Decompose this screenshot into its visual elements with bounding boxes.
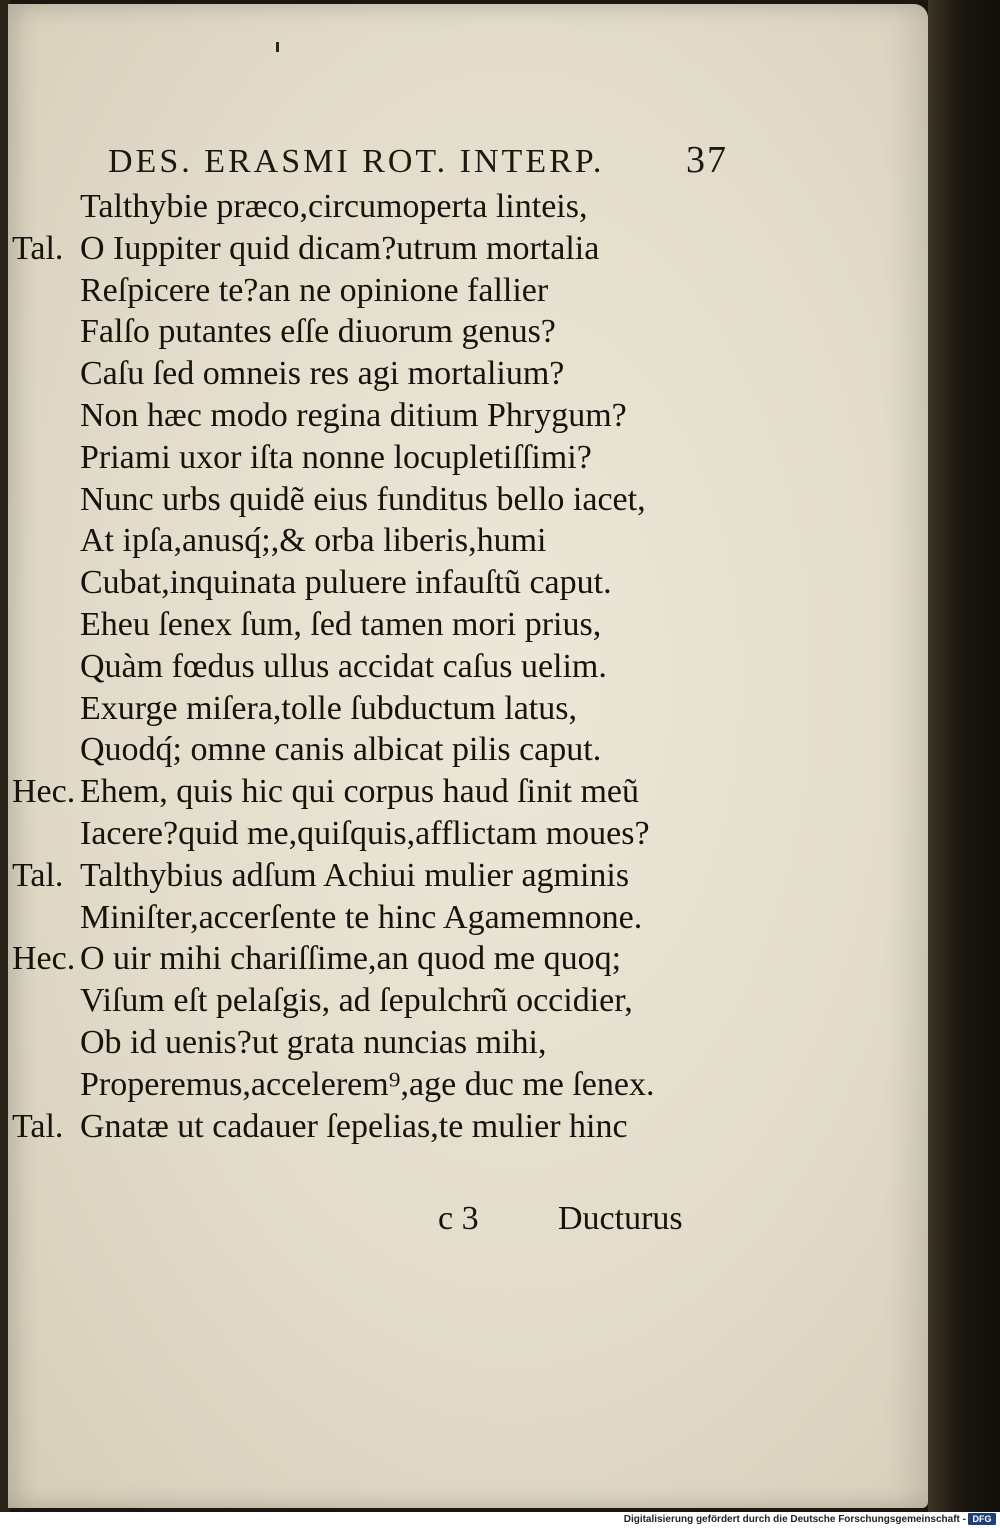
verse-line [8, 855, 928, 897]
verse-text: Quàm fœdus ullus accidat caſus uelim. [80, 647, 607, 685]
verse-line [8, 897, 928, 939]
running-title: DES. ERASMI ROT. INTERP. [108, 143, 605, 180]
verse-line [8, 1022, 928, 1064]
verse-line [8, 395, 928, 437]
verse-text-block [8, 186, 928, 1147]
verse-line [8, 813, 928, 855]
verse-text: O Iuppiter quid dicam?utrum mortalia [80, 229, 600, 267]
verse-text: Iacere?quid me,quiſquis,afflictam moues? [80, 814, 650, 852]
verse-text: Quodq́; omne canis albicat pilis caput. [80, 731, 602, 769]
verse-line [8, 1106, 928, 1148]
verse-text: At ipſa,anusq́;,& orba liberis,humi [80, 522, 547, 560]
verse-line [8, 729, 928, 771]
verse-text: Talthybius adſum Achiui mulier agminis [80, 856, 630, 894]
verse-text: Properemus,accelerem⁹,age duc me ſenex. [80, 1065, 655, 1103]
verse-line [8, 980, 928, 1022]
speaker-label: Hec. [12, 940, 76, 978]
verse-line [8, 604, 928, 646]
catchline [438, 1200, 728, 1238]
verse-line [8, 228, 928, 270]
verse-text: Miniſter,accerſente te hinc Agamemnone. [80, 898, 643, 936]
verse-text: O uir mihi chariſſime,an quod me quoq; [80, 940, 622, 978]
verse-text: Nunc urbs quidẽ eius funditus bello iacet, [80, 480, 646, 518]
speaker-label: Tal. [12, 1107, 64, 1145]
speaker-label: Hec. [12, 773, 76, 811]
verse-text: Cubat,inquinata puluere infauſtũ caput. [80, 564, 612, 602]
verse-text: Non hæc modo regina ditium Phrygum? [80, 396, 627, 434]
catchword: Ducturus [558, 1200, 683, 1237]
speaker-label: Tal. [12, 229, 64, 267]
speaker-label: Tal. [12, 856, 64, 894]
verse-text: Exurge miſera,tolle ſubductum latus, [80, 689, 577, 727]
verse-text: Eheu ſenex ſum, ſed tamen mori prius, [80, 605, 602, 643]
verse-text: Caſu ſed omneis res agi mortalium? [80, 355, 565, 393]
verse-text: Falſo putantes eſſe diuorum genus? [80, 313, 556, 351]
running-header [108, 138, 728, 182]
verse-line [8, 353, 928, 395]
scanner-background-strip [928, 0, 1000, 1512]
verse-line [8, 771, 928, 813]
verse-line [8, 646, 928, 688]
verse-line [8, 1064, 928, 1106]
verse-text: Ob id uenis?ut grata nuncias mihi, [80, 1023, 547, 1061]
verse-line [8, 479, 928, 521]
signature-mark: c 3 [438, 1200, 479, 1237]
verse-text: Ehem, quis hic qui corpus haud ſinit meũ [80, 773, 640, 811]
book-page [8, 4, 928, 1508]
stray-ink-mark [276, 42, 279, 52]
verse-text: Viſum eſt pelaſgis, ad ſepulchrũ occidier, [80, 982, 633, 1020]
verse-line [8, 938, 928, 980]
verse-line [8, 562, 928, 604]
verse-text: Talthybie præco,circumoperta linteis, [80, 188, 588, 225]
verse-line [8, 688, 928, 730]
verse-line [8, 186, 928, 228]
verse-line [8, 270, 928, 312]
verse-line [8, 520, 928, 562]
digitization-credit: Digitalisierung gefördert durch die Deutsche Forschungsgemeinschaft - [623, 1514, 966, 1525]
folio-number: 37 [686, 139, 728, 181]
verse-text: Priami uxor iſta nonne locupletiſſimi? [80, 438, 592, 476]
dfg-logo: DFG [968, 1513, 996, 1525]
verse-text: Reſpicere te?an ne opinione fallier [80, 271, 549, 309]
verse-line [8, 311, 928, 353]
verse-line [8, 437, 928, 479]
verse-text: Gnatæ ut cadauer ſepelias,te mulier hinc [80, 1107, 628, 1145]
